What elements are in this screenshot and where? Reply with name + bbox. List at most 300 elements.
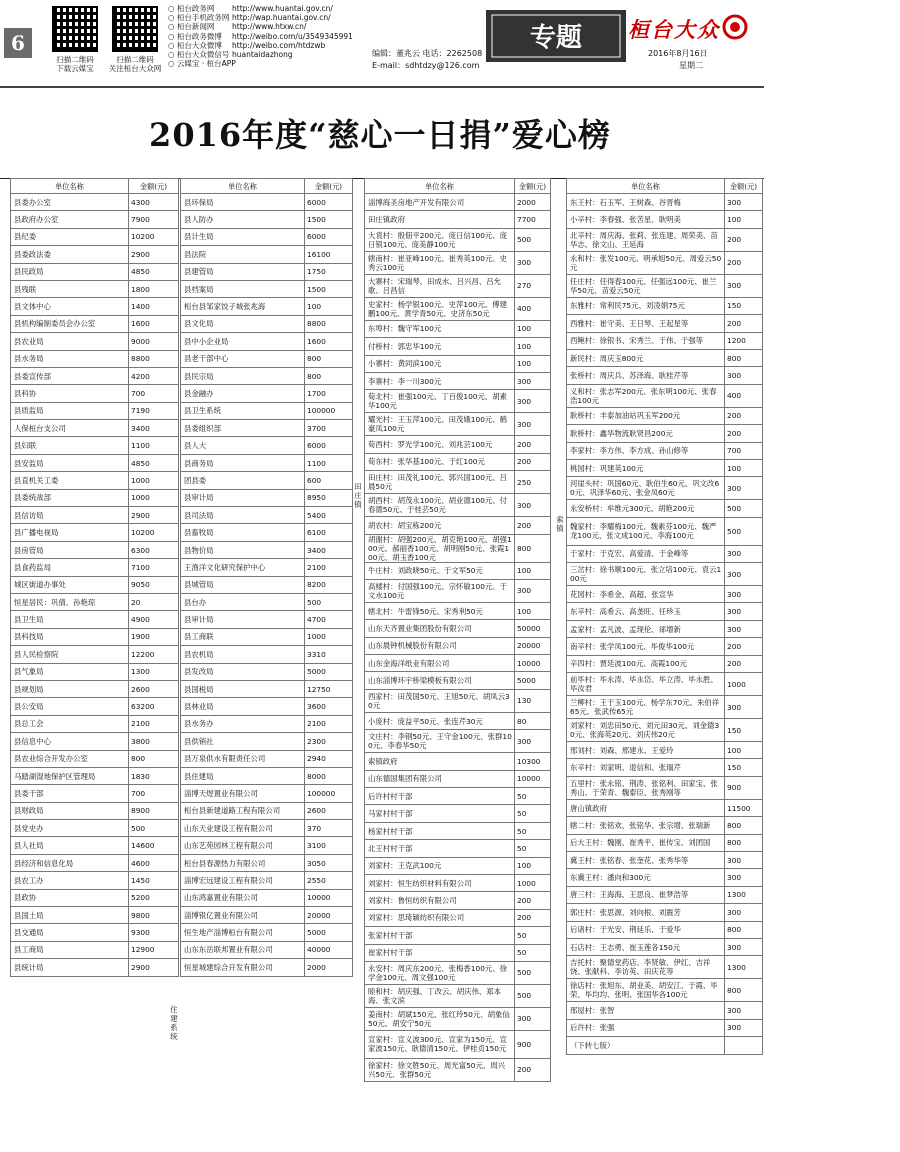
amount: 12200: [129, 646, 179, 663]
unit-name: 县信访局: [11, 507, 129, 524]
link-urls: [232, 4, 353, 59]
unit-name: 后大王村：魏刚、崔秀平、崔传宝、刘团国: [567, 834, 725, 851]
table-row: [365, 579, 551, 602]
unit-name: 山东淄博环宇桥梁模板有限公司: [365, 672, 515, 689]
unit-name: 县农机局: [181, 646, 305, 663]
unit-name: 县交通局: [11, 924, 129, 941]
amount: 50: [515, 788, 551, 805]
unit-name: 辖二村：张铭欢、张铭华、张宗增、张瑞新: [567, 817, 725, 834]
amount-header: 金额(元): [129, 179, 179, 194]
link-label[interactable]: ○ 桓台大众微信号: [168, 50, 236, 59]
amount: 1000: [515, 874, 551, 891]
table-row: [181, 263, 353, 280]
amount: 800: [725, 349, 763, 366]
unit-name: 山东东岳联邦置业有限公司: [181, 941, 305, 958]
amount: 4850: [129, 454, 179, 471]
amount: 2940: [305, 750, 353, 767]
amount: 300: [725, 563, 763, 586]
unit-name: 小寨村：黄同滨100元: [365, 355, 515, 372]
unit-name: 恒星城建综合开发有限公司: [181, 959, 305, 976]
amount: 3310: [305, 646, 353, 663]
table-row: [181, 593, 353, 610]
amount: 800: [725, 834, 763, 851]
amount: 10300: [515, 753, 551, 770]
table-header-row: [365, 179, 551, 194]
amount: 2000: [515, 194, 551, 211]
unit-name: 县水务办: [181, 715, 305, 732]
amount: 250: [515, 471, 551, 494]
unit-header: 单位名称: [181, 179, 305, 194]
table-row: [181, 767, 353, 784]
table-row: [365, 637, 551, 654]
table-row: [365, 355, 551, 372]
unit-name: 兰柳村：王于玉100元、杨学东70元、朱伯祥65元、张武传65元: [567, 696, 725, 719]
table-row: [365, 655, 551, 672]
unit-name: 邢刘村：刘森、邢建永、王爱玲: [567, 742, 725, 759]
unit-name: 山东金海洋纸业有限公司: [365, 655, 515, 672]
amount: 300: [515, 251, 551, 274]
unit-name: 城区街道办事处: [11, 576, 129, 593]
table-row: [567, 759, 763, 776]
amount: 50000: [515, 620, 551, 637]
table-row: [567, 500, 763, 517]
table-row: [365, 984, 551, 1007]
donation-table-4: [566, 178, 763, 1055]
amount: 4300: [129, 194, 179, 211]
amount: 500: [515, 961, 551, 984]
table-row: [181, 350, 353, 367]
table-row: [11, 820, 179, 837]
unit-name: 县委统战部: [11, 489, 129, 506]
amount: 270: [515, 274, 551, 297]
amount: 800: [725, 979, 763, 1002]
amount: 300: [725, 545, 763, 562]
unit-name: 县妇联: [11, 437, 129, 454]
amount: 8200: [305, 576, 353, 593]
unit-name: 县林业局: [181, 698, 305, 715]
link-url[interactable]: http://www.htxw.cn/: [232, 22, 307, 32]
table-row: [181, 454, 353, 471]
amount: 100: [515, 355, 551, 372]
unit-name: 淄博海圣房地产开发有限公司: [365, 194, 515, 211]
table-row: [11, 524, 179, 541]
amount: 500: [515, 228, 551, 251]
table-row: [181, 420, 353, 437]
table-row: [11, 663, 179, 680]
amount: 150: [725, 759, 763, 776]
amount: 500: [305, 593, 353, 610]
amount: 9000: [129, 333, 179, 350]
table-row: [181, 802, 353, 819]
unit-name: 县人民检察院: [11, 646, 129, 663]
table-row: [365, 822, 551, 839]
table-row: [181, 489, 353, 506]
editor-info: [372, 48, 482, 72]
unit-name: 小辛村：李春强、张苦星、耿明美: [567, 211, 725, 228]
unit-name: 辖南村：崔亚峰100元、崔秀英100元、史秀云100元: [365, 251, 515, 274]
amount: 1500: [305, 211, 353, 228]
amount: 130: [515, 689, 551, 712]
qr-code-1: [52, 6, 98, 52]
amount: 1000: [129, 472, 179, 489]
amount: 300: [515, 413, 551, 436]
unit-name: 县文体中心: [11, 298, 129, 315]
unit-name: 李家村：李方伟、李方成、孙山修等: [567, 442, 725, 459]
table-row: [365, 874, 551, 891]
unit-name: 崔家村村干部: [365, 944, 515, 961]
table-row: [567, 367, 763, 384]
qr1-caption: 扫描二维码 下载云媒宝: [56, 55, 94, 73]
unit-name: 文庄村：李钢50元、王守金100元、张群100元、李春华50元: [365, 730, 515, 753]
unit-name: 县中小企业局: [181, 333, 305, 350]
amount: 1500: [305, 280, 353, 297]
unit-name: 睦和村：胡庆强、丁改云、胡庆伟、郑本海、张文滨: [365, 984, 515, 1007]
amount: 400: [515, 297, 551, 320]
amount: 300: [725, 620, 763, 637]
unit-name: 县计生局: [181, 228, 305, 245]
amount: 50: [515, 927, 551, 944]
unit-name: 县农业综合开发办公室: [11, 750, 129, 767]
link-label[interactable]: ○ 桓台新闻网: [168, 22, 236, 31]
table-row: [11, 333, 179, 350]
unit-name: 县信息中心: [11, 733, 129, 750]
link-url[interactable]: http://weibo.com/u/3549345991: [232, 31, 353, 41]
unit-name: 县食药监局: [11, 559, 129, 576]
section-tab: [486, 10, 626, 62]
table-row: [567, 638, 763, 655]
table-row: [567, 332, 763, 349]
amount: 7100: [129, 559, 179, 576]
amount: 5000: [305, 924, 353, 941]
unit-name: 县工商联: [181, 628, 305, 645]
amount: 1100: [305, 454, 353, 471]
amount: 100000: [305, 402, 353, 419]
unit-name: 张家村村干部: [365, 927, 515, 944]
amount: 1450: [129, 872, 179, 889]
amount: 300: [515, 372, 551, 389]
amount: 10000: [515, 770, 551, 787]
amount: 900: [515, 1030, 551, 1058]
unit-name: 刘家村：鲁恒纺织有限公司: [365, 892, 515, 909]
table-row: [11, 907, 179, 924]
unit-name: 县机构编制委员会办公室: [11, 315, 129, 332]
unit-name: 荀东村：张华基100元、于红100元: [365, 453, 515, 470]
unit-name: 县国土局: [11, 907, 129, 924]
table-row: [11, 715, 179, 732]
unit-name: 东辛村：高希云、高垄旺、任珍玉: [567, 603, 725, 620]
link-url[interactable]: http://www.huantai.gov.cn/: [232, 4, 333, 13]
table-row: [11, 280, 179, 297]
unit-name: 县气象局: [11, 663, 129, 680]
table-row: [181, 715, 353, 732]
amount: 50: [515, 840, 551, 857]
amount: 12900: [129, 941, 179, 958]
amount: 7700: [515, 211, 551, 228]
amount: 400: [725, 384, 763, 407]
amount: 1000: [129, 489, 179, 506]
amount: 200: [725, 638, 763, 655]
qr2-caption: 扫描二维码 关注桓台大众网: [108, 55, 162, 73]
amount: 100000: [305, 785, 353, 802]
table-row: [181, 385, 353, 402]
unit-name: 县供销社: [181, 733, 305, 750]
table-row: [567, 817, 763, 834]
unit-name: 县委干部: [11, 785, 129, 802]
table-row: [365, 1030, 551, 1058]
unit-name: 后诸村：于光安、荆延乐、于爱华: [567, 921, 725, 938]
amount: 300: [725, 904, 763, 921]
unit-name: 山东天业建设工程有限公司: [181, 820, 305, 837]
unit-name: 三岔村：徐书顺100元、张立培100元、袁云100元: [567, 563, 725, 586]
table-row: [181, 576, 353, 593]
amount: 300: [725, 194, 763, 211]
amount: 200: [725, 425, 763, 442]
amount: 3800: [129, 733, 179, 750]
table-row: [11, 576, 179, 593]
table-row: [567, 673, 763, 696]
table-row: [181, 785, 353, 802]
link-label[interactable]: ○ 桓台大众微博: [168, 41, 236, 50]
table-row: [365, 689, 551, 712]
unit-name: 县文化局: [181, 315, 305, 332]
table-row: [11, 194, 179, 211]
unit-name: 县卫生系统: [181, 402, 305, 419]
brand-logo-icon: [720, 12, 750, 42]
town-label-suozhen: 索镇: [556, 515, 564, 533]
amount: 50: [515, 805, 551, 822]
table-row: [11, 646, 179, 663]
unit-name: 胡西村：胡茂永100元、胡业德100元、付春德50元、于桂芸50元: [365, 494, 515, 517]
amount: 16100: [305, 246, 353, 263]
amount: 4850: [129, 263, 179, 280]
unit-name: 桓台县春源热力有限公司: [181, 854, 305, 871]
unit-name: 前毕村：毕永涛、毕永岱、毕立涛、毕永胜、毕汝君: [567, 673, 725, 696]
amount: 700: [129, 385, 179, 402]
unit-name: 宣家村：宣义波300元、宣家为150元、宣家波150元、耿德清150元、伊桂贞150元: [365, 1030, 515, 1058]
link-label[interactable]: ○ 桓台政务微博: [168, 32, 236, 41]
email-line: E-mail：sdhtdzy@126.com: [372, 61, 480, 70]
unit-name: 县卫生局: [11, 611, 129, 628]
table-row: [365, 494, 551, 517]
unit-name: 桓台县新建道路工程有限公司: [181, 802, 305, 819]
unit-name: 县人社局: [11, 837, 129, 854]
amount: 300: [725, 1002, 763, 1019]
unit-name: 县城管局: [181, 576, 305, 593]
amount: 3600: [305, 698, 353, 715]
unit-name: 山东天齐置业集团股份有限公司: [365, 620, 515, 637]
amount: 2100: [305, 559, 353, 576]
unit-name: 县民政局: [11, 263, 129, 280]
table-row: [567, 563, 763, 586]
table-row: [567, 297, 763, 314]
amount: 200: [725, 407, 763, 424]
amount: 10000: [515, 655, 551, 672]
amount: 6000: [305, 194, 353, 211]
unit-name: 南辛村：张学凤100元、毕俊华100元: [567, 638, 725, 655]
amount: 300: [725, 869, 763, 886]
unit-name: 大寨村：宋瑞琴、田成水、吕兴昌、吕允歌、吕昌信: [365, 274, 515, 297]
unit-name: 东辛村：刘家明、退信和、张瑞芹: [567, 759, 725, 776]
table-row: [11, 385, 179, 402]
unit-name: 县安监局: [11, 454, 129, 471]
table-row: [365, 274, 551, 297]
table-row: [11, 541, 179, 558]
unit-name: 县委办公室: [11, 194, 129, 211]
unit-name: 后许村村干部: [365, 788, 515, 805]
amount: 2900: [129, 246, 179, 263]
unit-name: 徐家村：徐文胜50元、周光富50元、周兴兴50元、张群50元: [365, 1058, 515, 1081]
amount: 2300: [305, 733, 353, 750]
table-row: [567, 586, 763, 603]
table-row: [365, 562, 551, 579]
table-row: [181, 941, 353, 958]
table-row: [567, 384, 763, 407]
unit-name: 县农工办: [11, 872, 129, 889]
unit-name: 县科技局: [11, 628, 129, 645]
amount: 12750: [305, 680, 353, 697]
amount: 3100: [305, 837, 353, 854]
table-row: [11, 298, 179, 315]
amount: 800: [725, 817, 763, 834]
table-row: [11, 802, 179, 819]
unit-name: 山东德国集团有限公司: [365, 770, 515, 787]
table-row: [567, 921, 763, 938]
table-row: [365, 211, 551, 228]
table-row: [365, 436, 551, 453]
unit-name: 县发改局: [181, 663, 305, 680]
table-row: [181, 541, 353, 558]
table-row: [567, 228, 763, 251]
unit-name: 田庄镇政府: [365, 211, 515, 228]
unit-name: 县广播电视局: [11, 524, 129, 541]
unit-name: 县人大: [181, 437, 305, 454]
table-row: [11, 889, 179, 906]
table-row: [181, 402, 353, 419]
unit-name: 刘家村：王克武100元: [365, 857, 515, 874]
table-row: [181, 907, 353, 924]
unit-name: 县房管局: [11, 541, 129, 558]
table-row: [11, 924, 179, 941]
amount: 1900: [129, 628, 179, 645]
amount: 100: [515, 602, 551, 619]
unit-name: 县纪委: [11, 228, 129, 245]
amount: 300: [725, 938, 763, 955]
table-row: [365, 1007, 551, 1030]
table-row: [567, 1037, 763, 1054]
table-row: [567, 274, 763, 297]
unit-name: 县民宗局: [181, 367, 305, 384]
amount: 300: [725, 367, 763, 384]
unit-name: 孟家村：孟凡波、孟现伦、郤增新: [567, 620, 725, 637]
link-label[interactable]: ○ 桓台政务网: [168, 4, 236, 13]
table-row: [567, 349, 763, 366]
table-row: [567, 904, 763, 921]
table-row: [181, 437, 353, 454]
amount: 100: [515, 320, 551, 337]
unit-name: 大袁村：殷佃平200元、庞日信100元、庞日银100元、庞美静100元: [365, 228, 515, 251]
unit-name: 牛庄村：刘政晓50元、于文军50元: [365, 562, 515, 579]
table-row: [181, 733, 353, 750]
amount: 6100: [305, 524, 353, 541]
unit-name: 唐三村：王海海、王思良、崔梦浩等: [567, 886, 725, 903]
unit-name: 东埠村：魏守军100元: [365, 320, 515, 337]
unit-name: 县人防办: [181, 211, 305, 228]
table-row: [365, 805, 551, 822]
amount: 10000: [305, 889, 353, 906]
table-row: [181, 524, 353, 541]
unit-name: （下转七版）: [567, 1037, 725, 1054]
unit-name: 县畜牧局: [181, 524, 305, 541]
link-url[interactable]: huantaidazhong: [232, 50, 293, 60]
table-row: [181, 820, 353, 837]
table-row: [181, 680, 353, 697]
amount: 3050: [305, 854, 353, 871]
unit-name: 团县委: [181, 472, 305, 489]
editor-line: 编辑：董兆云 电话：2262508: [372, 49, 483, 58]
unit-header: 单位名称: [11, 179, 129, 194]
unit-name: 县总工会: [11, 715, 129, 732]
amount-header: 金额(元): [515, 179, 551, 194]
table-row: [181, 246, 353, 263]
unit-name: 刘家村：思琦颖纺织有限公司: [365, 909, 515, 926]
masthead: [0, 0, 900, 88]
table-row: [567, 477, 763, 500]
amount: 7190: [129, 402, 179, 419]
table-row: [567, 979, 763, 1002]
table-row: [11, 350, 179, 367]
link-label[interactable]: ○ 云媒宝 · 桓台APP: [168, 59, 236, 68]
amount: 300: [725, 603, 763, 620]
table-row: [567, 1019, 763, 1036]
table-row: [567, 742, 763, 759]
unit-name: 耀光村：王玉萍100元、田茂娥100元、鹤豪凤100元: [365, 413, 515, 436]
amount: 2100: [305, 715, 353, 732]
amount: 900: [725, 776, 763, 799]
table-row: [11, 698, 179, 715]
table-row: [567, 956, 763, 979]
unit-name: 永安村：周庆东200元、张梅香100元、徐学金100元、周文强100元: [365, 961, 515, 984]
link-url[interactable]: http://wap.huantai.gov.cn/: [232, 13, 331, 23]
table-row: [365, 297, 551, 320]
table-row: [11, 263, 179, 280]
unit-name: 北辛村：周庆海、张莉、张连建、周荣美、苗华志、徐文山、王延海: [567, 228, 725, 251]
unit-name: 小庞村：庞益平50元、张连芹30元: [365, 712, 515, 729]
unit-name: 恒星居民：巩倩、孙艳琼: [11, 593, 129, 610]
amount-header: 金额(元): [305, 179, 353, 194]
table-row: [365, 194, 551, 211]
unit-name: 县质监局: [11, 402, 129, 419]
amount: 1200: [725, 332, 763, 349]
link-label[interactable]: ○ 桓台手机政务网: [168, 13, 236, 22]
table-row: [181, 872, 353, 889]
unit-name: 县直机关工委: [11, 472, 129, 489]
unit-name: 县审计局: [181, 611, 305, 628]
amount: 2900: [129, 507, 179, 524]
unit-name: 县经济和信息化局: [11, 854, 129, 871]
amount: 800: [305, 350, 353, 367]
link-url[interactable]: http://weibo.com/htdzwb: [232, 40, 326, 50]
amount: 1300: [725, 886, 763, 903]
amount: 600: [305, 472, 353, 489]
amount: 300: [515, 1007, 551, 1030]
donation-table-2: [180, 178, 353, 977]
table-row: [567, 517, 763, 545]
amount: [725, 1037, 763, 1054]
table-row: [365, 840, 551, 857]
amount: 3400: [305, 541, 353, 558]
unit-name: 县科协: [11, 385, 129, 402]
amount: 2900: [129, 959, 179, 976]
